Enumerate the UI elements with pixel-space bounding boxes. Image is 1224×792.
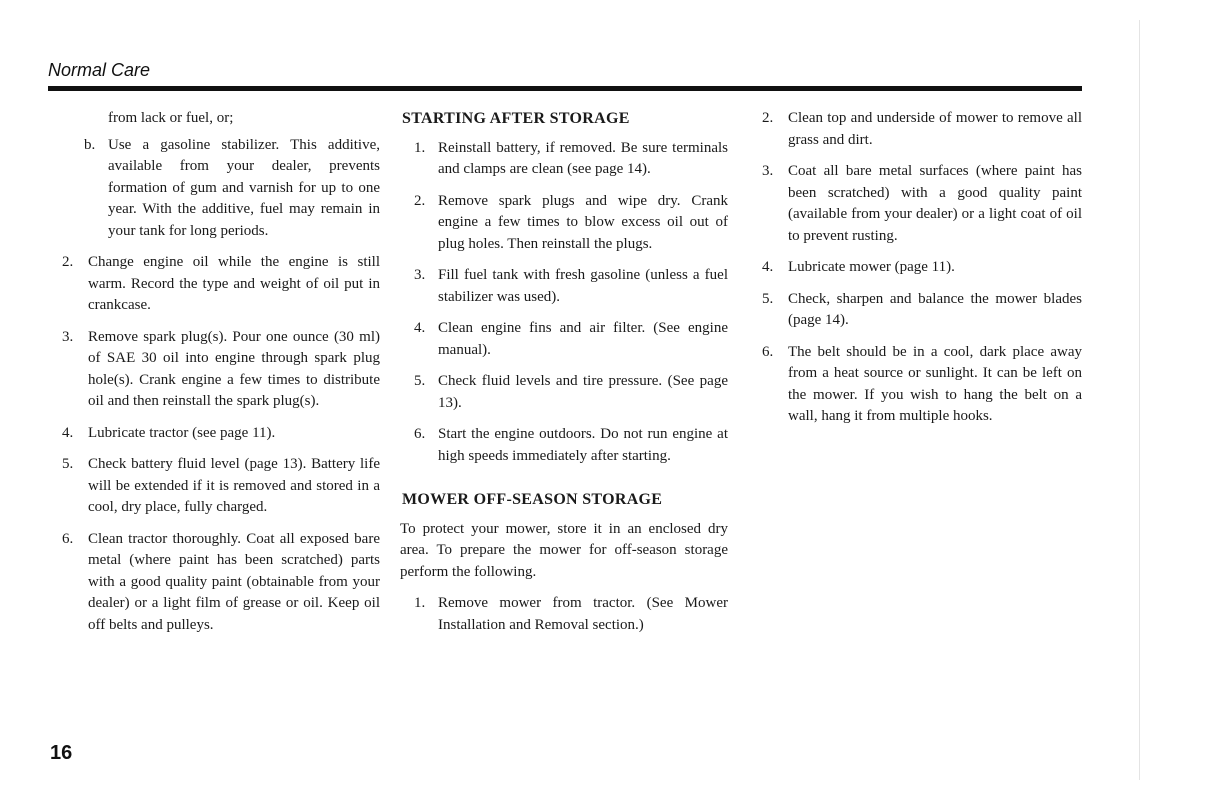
list-item [62, 454, 380, 519]
column-3 [762, 108, 1082, 438]
page-title: Normal Care [48, 60, 151, 80]
header-rule [48, 86, 1082, 91]
list-item [762, 161, 1082, 247]
list-text: Lubricate mower (page 11). [788, 259, 955, 275]
list-text: Check battery fluid level (page 13). Battery life will be extended if it is removed and stored in a cool, dry place, fully charged. [88, 456, 380, 515]
list-item [762, 342, 1082, 428]
section-heading-mower-storage: MOWER OFF-SEASON STORAGE [402, 491, 663, 508]
list-item [400, 138, 728, 181]
page-number: 16 [50, 742, 73, 764]
list-item [762, 289, 1082, 332]
section-intro: To protect your mower, store it in an enclosed dry area. To prepare the mower for off-season storage perform the following. [400, 520, 728, 580]
list-text: Start the engine outdoors. Do not run engine at high speeds immediately after starting. [438, 426, 728, 464]
list-text: Coat all bare metal surfaces (where paint has been scratched) with a good quality paint (available from your dealer) or a light coat of oil to prevent rusting. [788, 163, 1082, 244]
list-text: Fill fuel tank with fresh gasoline (unless a fuel stabilizer was used). [438, 267, 728, 305]
list-text: The belt should be in a cool, dark place away from a heat source or sunlight. It can be left on the mower. If you wish to hang the belt on a wall, hang it from multiple hooks. [788, 343, 1082, 424]
scan-margin-line [1139, 20, 1140, 780]
list-text: Remove mower from tractor. (See Mower Installation and Removal section.) [438, 595, 728, 633]
list-text: Remove spark plug(s). Pour one ounce (30 ml) of SAE 30 oil into engine through spark plug hole(s). Crank engine a few times to distribute oil and then reinstall the spark plug(s). [88, 328, 380, 409]
list-item [400, 424, 728, 467]
list-item [400, 371, 728, 414]
list-number: 3. [62, 328, 74, 345]
list-text: Reinstall battery, if removed. Be sure terminals and clamps are clean (see page 14). [438, 139, 728, 177]
list-text: Change engine oil while the engine is still warm. Record the type and weight of oil put in crankcase. [88, 254, 380, 313]
list-item [400, 593, 728, 636]
list-item [62, 327, 380, 413]
list-text: Lubricate tractor (see page 11). [88, 424, 276, 441]
list-number: 4. [762, 259, 774, 275]
column-1 [62, 108, 380, 646]
list-number: 4. [414, 320, 426, 336]
list-item [62, 423, 380, 445]
list-number: b. [84, 136, 96, 153]
list-item [762, 257, 1082, 279]
list-number: 6. [62, 530, 74, 547]
list-number: 6. [762, 343, 774, 360]
section-heading-starting: STARTING AFTER STORAGE [402, 110, 630, 127]
list-item [62, 252, 380, 317]
list-number: 5. [414, 373, 426, 389]
list-item-b [62, 135, 380, 243]
list-text: Clean top and underside of mower to remove all grass and dirt. [788, 110, 1082, 148]
column-2 [400, 108, 728, 646]
list-number: 1. [414, 139, 426, 156]
list-number: 3. [414, 267, 426, 283]
list-number: 5. [62, 456, 74, 472]
list-item [400, 191, 728, 256]
list-text: Check fluid levels and tire pressure. (See page 13). [438, 373, 728, 411]
list-item [400, 265, 728, 308]
list-item [400, 318, 728, 361]
list-number: 5. [762, 290, 774, 307]
list-number: 1. [414, 595, 426, 611]
continuation-text: from lack or fuel, or; [108, 110, 234, 126]
list-text: Remove spark plugs and wipe dry. Crank engine a few times to blow excess oil out of plug holes. Then reinstall the plugs. [438, 192, 728, 252]
list-number: 3. [762, 163, 774, 179]
list-item [62, 529, 380, 637]
list-number: 2. [762, 110, 774, 126]
list-text: Clean tractor thoroughly. Coat all exposed bare metal (where paint has been scratched) parts with a good quality paint (obtainable from your dealer) or a light film of grease or oil. Keep oil off belts and pulleys. [88, 530, 380, 633]
list-number: 6. [414, 426, 426, 442]
list-item [762, 108, 1082, 151]
list-number: 2. [62, 254, 74, 270]
list-text: Use a gasoline stabilizer. This additive, available from your dealer, prevents formation of gum and varnish for up to one year. With the additive, fuel may remain in your tank for long periods. [108, 136, 380, 239]
list-text: Check, sharpen and balance the mower blades (page 14). [788, 290, 1082, 328]
list-number: 4. [62, 424, 74, 441]
list-text: Clean engine fins and air filter. (See engine manual). [438, 320, 728, 358]
list-number: 2. [414, 192, 426, 209]
